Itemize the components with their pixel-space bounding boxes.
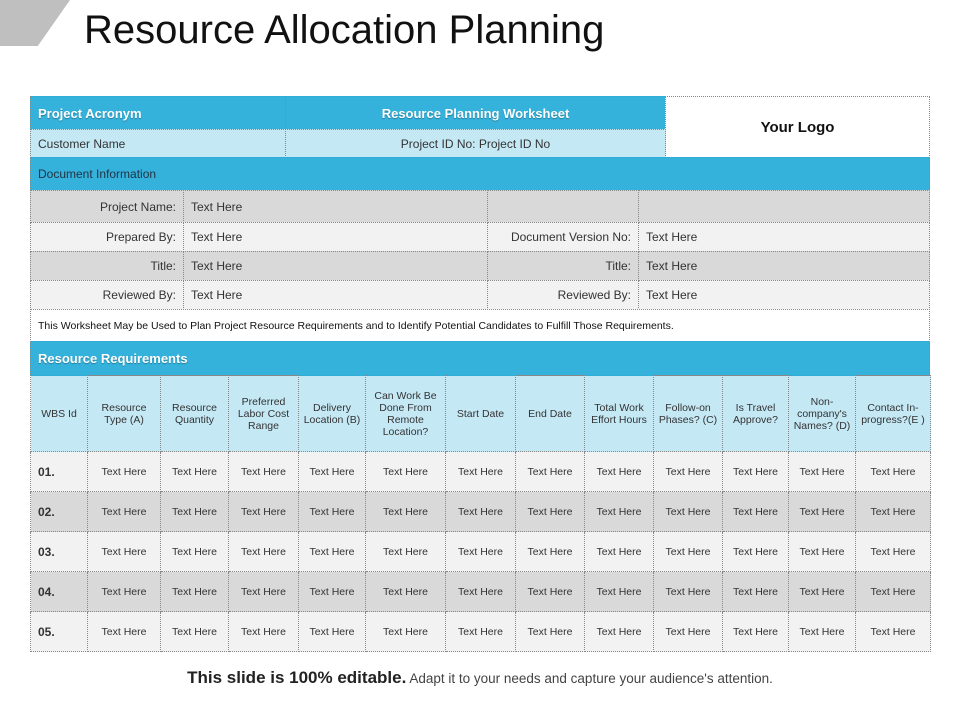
table-cell[interactable]: Text Here [366, 572, 446, 612]
column-header: Preferred Labor Cost Range [229, 376, 299, 452]
column-header: Resource Quantity [161, 376, 229, 452]
table-cell[interactable]: Text Here [789, 532, 856, 572]
table-cell[interactable]: Text Here [366, 452, 446, 492]
project-acronym: Project Acronym [30, 96, 286, 130]
reviewed-by-value[interactable]: Text Here [183, 280, 488, 310]
table-cell[interactable]: Text Here [366, 532, 446, 572]
version-value[interactable]: Text Here [638, 222, 930, 252]
title-value[interactable]: Text Here [183, 251, 488, 281]
column-header: Contact In-progress?(E ) [856, 376, 931, 452]
table-cell[interactable]: Text Here [229, 452, 299, 492]
table-cell[interactable]: Text Here [161, 572, 229, 612]
table-cell[interactable]: Text Here [654, 452, 723, 492]
table-cell[interactable]: Text Here [654, 532, 723, 572]
table-cell[interactable]: Text Here [88, 492, 161, 532]
customer-name: Customer Name [30, 129, 286, 158]
table-cell[interactable]: Text Here [856, 452, 931, 492]
table-cell[interactable]: Text Here [585, 532, 654, 572]
table-cell[interactable]: Text Here [446, 572, 516, 612]
table-cell[interactable]: Text Here [229, 572, 299, 612]
table-cell[interactable]: Text Here [446, 532, 516, 572]
worksheet-title: Resource Planning Worksheet [285, 96, 666, 130]
reviewed-by-label-2: Reviewed By: [487, 280, 639, 310]
table-cell[interactable]: Text Here [585, 452, 654, 492]
table-cell[interactable]: Text Here [516, 452, 585, 492]
column-header: Follow-on Phases? (C) [654, 376, 723, 452]
table-cell[interactable]: Text Here [585, 612, 654, 652]
prepared-by-label: Prepared By: [30, 222, 184, 252]
column-header: Total Work Effort Hours [585, 376, 654, 452]
table-cell[interactable]: Text Here [516, 612, 585, 652]
table-row [31, 492, 931, 532]
column-header: Resource Type (A) [88, 376, 161, 452]
prepared-by-value[interactable]: Text Here [183, 222, 488, 252]
table-cell[interactable]: Text Here [446, 492, 516, 532]
column-header: Start Date [446, 376, 516, 452]
table-cell[interactable]: Text Here [723, 452, 789, 492]
table-cell[interactable]: Text Here [585, 492, 654, 532]
table-cell[interactable]: Text Here [856, 492, 931, 532]
footer-text: Adapt it to your needs and capture your audience's attention. [406, 671, 773, 686]
table-cell[interactable]: Text Here [856, 572, 931, 612]
table-cell[interactable]: Text Here [299, 452, 366, 492]
title-label-2: Title: [487, 251, 639, 281]
column-header: Is Travel Approve? [723, 376, 789, 452]
table-cell[interactable]: Text Here [366, 492, 446, 532]
wbs-id: 02. [31, 492, 88, 532]
wbs-id: 04. [31, 572, 88, 612]
table-cell[interactable]: Text Here [161, 532, 229, 572]
table-cell[interactable]: Text Here [516, 492, 585, 532]
footer [0, 668, 960, 688]
title-label: Title: [30, 251, 184, 281]
decorative-stripe [0, 0, 70, 46]
table-cell[interactable]: Text Here [446, 452, 516, 492]
table-cell[interactable]: Text Here [229, 532, 299, 572]
table-cell[interactable]: Text Here [229, 612, 299, 652]
table-cell[interactable]: Text Here [654, 612, 723, 652]
document-info-header: Document Information [30, 157, 930, 191]
table-cell[interactable]: Text Here [161, 492, 229, 532]
wbs-id: 03. [31, 532, 88, 572]
column-header: End Date [516, 376, 585, 452]
reviewed-by-value-2[interactable]: Text Here [638, 280, 930, 310]
table-cell[interactable]: Text Here [723, 532, 789, 572]
empty-cell [638, 190, 930, 223]
project-id: Project ID No: Project ID No [285, 129, 666, 158]
table-cell[interactable]: Text Here [299, 492, 366, 532]
table-row [31, 612, 931, 652]
table-cell[interactable]: Text Here [516, 532, 585, 572]
column-header: WBS Id [31, 376, 88, 452]
page-title: Resource Allocation Planning [84, 8, 605, 52]
wbs-id: 01. [31, 452, 88, 492]
table-row [31, 572, 931, 612]
table-cell[interactable]: Text Here [446, 612, 516, 652]
wbs-id: 05. [31, 612, 88, 652]
table-cell[interactable]: Text Here [723, 612, 789, 652]
table-cell[interactable]: Text Here [585, 572, 654, 612]
table-cell[interactable]: Text Here [856, 532, 931, 572]
table-cell[interactable]: Text Here [299, 572, 366, 612]
resource-requirements-header: Resource Requirements [30, 341, 930, 376]
column-header: Non-company's Names? (D) [789, 376, 856, 452]
table-cell[interactable]: Text Here [88, 572, 161, 612]
footer-bold: This slide is 100% editable. [187, 668, 407, 687]
worksheet-note: This Worksheet May be Used to Plan Project Resource Requirements and to Identify Potential Candidates to Fulfill Those Requirements. [30, 309, 930, 342]
project-name-value[interactable]: Text Here [183, 190, 488, 223]
table-cell[interactable]: Text Here [789, 572, 856, 612]
reviewed-by-label: Reviewed By: [30, 280, 184, 310]
table-cell[interactable]: Text Here [789, 612, 856, 652]
table-cell[interactable]: Text Here [789, 452, 856, 492]
table-cell[interactable]: Text Here [654, 572, 723, 612]
table-cell[interactable]: Text Here [366, 612, 446, 652]
table-row [31, 532, 931, 572]
table-cell[interactable]: Text Here [654, 492, 723, 532]
logo-placeholder: Your Logo [665, 96, 930, 158]
table-cell[interactable]: Text Here [789, 492, 856, 532]
table-cell[interactable]: Text Here [88, 452, 161, 492]
empty-cell [487, 190, 639, 223]
table-cell[interactable]: Text Here [299, 612, 366, 652]
table-cell[interactable]: Text Here [229, 492, 299, 532]
table-cell[interactable]: Text Here [161, 612, 229, 652]
table-cell[interactable]: Text Here [88, 532, 161, 572]
table-cell[interactable]: Text Here [88, 612, 161, 652]
table-cell[interactable]: Text Here [723, 492, 789, 532]
table-cell[interactable]: Text Here [723, 572, 789, 612]
table-cell[interactable]: Text Here [161, 452, 229, 492]
title-value-2[interactable]: Text Here [638, 251, 930, 281]
column-header: Delivery Location (B) [299, 376, 366, 452]
table-cell[interactable]: Text Here [856, 612, 931, 652]
resource-requirements-table [30, 375, 931, 652]
version-label: Document Version No: [487, 222, 639, 252]
project-name-label: Project Name: [30, 190, 184, 223]
table-cell[interactable]: Text Here [299, 532, 366, 572]
table-cell[interactable]: Text Here [516, 572, 585, 612]
column-header: Can Work Be Done From Remote Location? [366, 376, 446, 452]
table-row [31, 452, 931, 492]
